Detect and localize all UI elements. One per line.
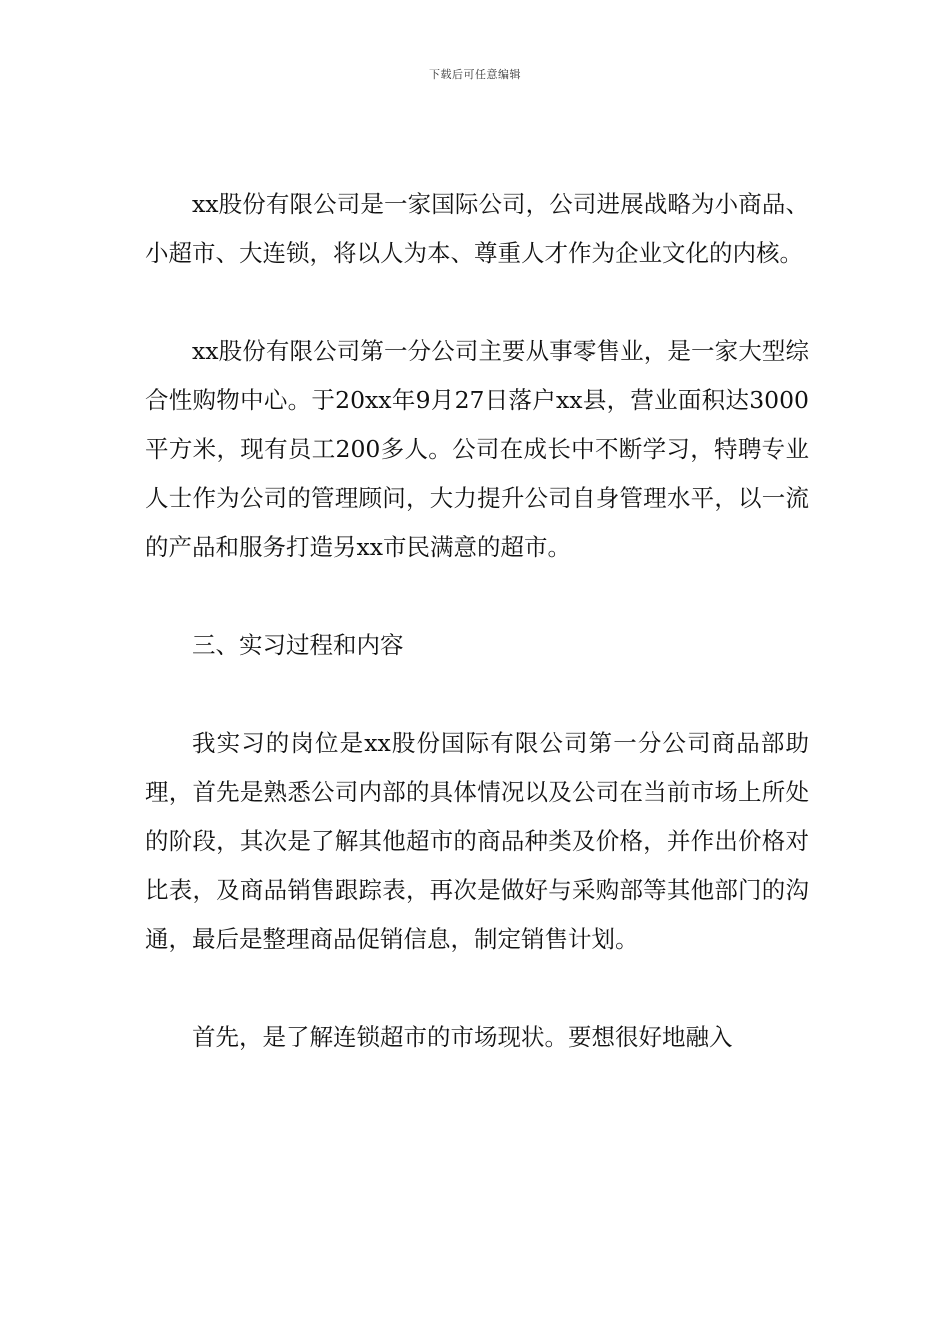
paragraph-market-status: 首先，是了解连锁超市的市场现状。要想很好地融入 bbox=[192, 1023, 733, 1051]
paragraph-internship-role: 我实习的岗位是xx股份国际有限公司第一分公司商品部助理，首先是熟悉公司内部的具体情况以及公司在当前市场上所处的阶段，其次是了解其他超市的商品种类及价格，并作出价格对比表，及商品销售跟踪表，再次是做好与采购部等其他部门的沟通，最后是整理商品促销信息，制定销售计划。 bbox=[145, 729, 809, 953]
page-header-note: 下载后可任意编辑 bbox=[429, 68, 521, 81]
document-body bbox=[145, 180, 809, 1062]
paragraph-branch-intro: xx股份有限公司第一分公司主要从事零售业，是一家大型综合性购物中心。于20xx年9月27日落户xx县，营业面积达3000平方米，现有员工200多人。公司在成长中不断学习，特聘专业人士作为公司的管理顾问，大力提升公司自身管理水平，以一流的产品和服务打造另xx市民满意的超市。 bbox=[145, 337, 809, 561]
paragraph-company-intro: xx股份有限公司是一家国际公司，公司进展战略为小商品、小超市、大连锁，将以人为本、尊重人才作为企业文化的内核。 bbox=[145, 190, 809, 267]
section-heading-internship-process: 三、实习过程和内容 bbox=[192, 631, 404, 659]
